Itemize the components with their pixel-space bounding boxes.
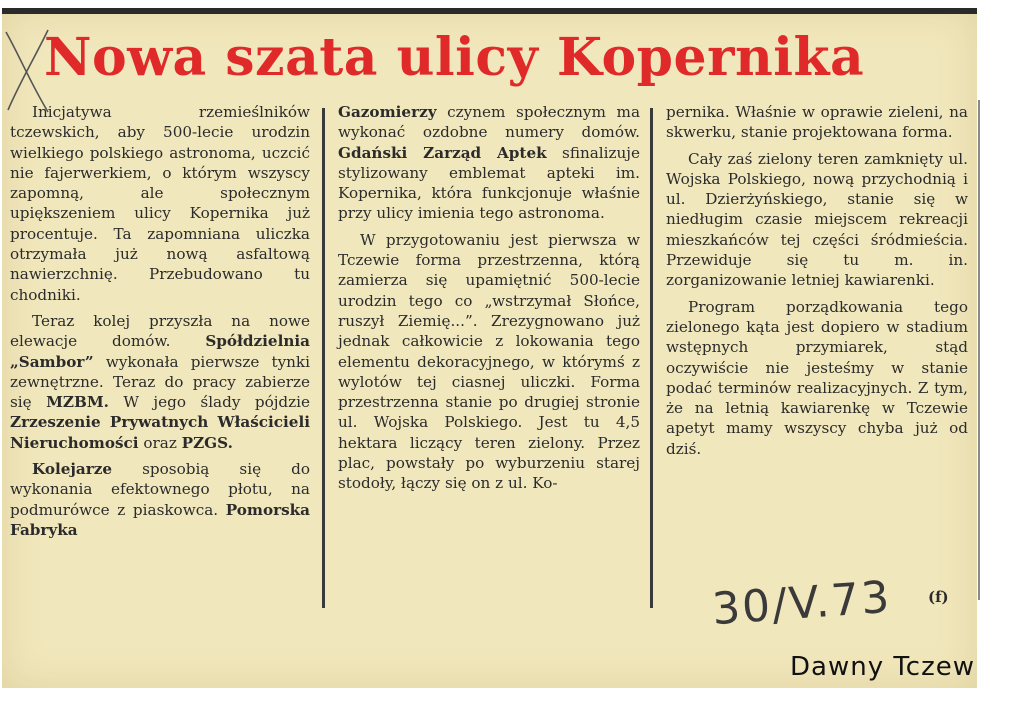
- article-paragraph: [338, 102, 640, 224]
- text-run: W przygotowaniu jest pierwsza w Tczewie forma przestrzenna, którą zamierza się upamiętnić 500-lecie urodzin tego co „wstrzymał Słońce, ruszył Ziemię...”. Zrezygnowano już jednak całkowicie z lokowania tego elementu dekoracyjnego, w którymś z wylotów tej ciasnej uliczki. Forma przestrzenna stanie po drugiej stronie ul. Wojska Polskiego. Jest tu 4,5 hektara liczący teren zielony. Przez plac, powstały po wyburzeniu starej stodoły, łączy się on z ul. Ko-: [338, 230, 640, 493]
- article-column-3: [666, 102, 968, 465]
- text-run: sposobią się do wykonania efektownego płotu, na podmurówce z piaskowca.: [10, 460, 310, 519]
- article-paragraph: [666, 102, 968, 143]
- article-paragraph: [10, 102, 310, 305]
- article-paragraph: [10, 459, 310, 540]
- column-divider: [650, 108, 653, 608]
- text-run: Program porządkowania tego zielonego kąta jest dopiero w stadium wstępnych przymiarek, stąd oczywiście nie jesteśmy w stanie podać terminów realizacyjnych. Z tym, że na letnią kawiarenkę w Tczewie apetyt mamy wszyscy chyba już od dziś.: [666, 297, 968, 458]
- text-run: W jego ślady pójdzie: [108, 393, 310, 412]
- author-signature: (f): [928, 588, 949, 606]
- article-column-1: [10, 102, 310, 546]
- article-paragraph: [338, 230, 640, 494]
- bold-text-run: Kolejarze: [32, 460, 113, 479]
- article-title: Nowa szata ulicy Kopernika: [44, 27, 865, 88]
- text-run: sfinalizuje stylizowany emblemat apteki im. Kopernika, która funkcjonuje właśnie przy ulicy imienia tego astronoma.: [338, 143, 640, 223]
- bold-text-run: Zrzeszenie Prywatnych Właścicieli Nieruchomości: [10, 413, 310, 452]
- bold-text-run: Gdański Zarząd Aptek: [338, 143, 547, 162]
- text-run: pernika. Właśnie w oprawie zieleni, na skwerku, stanie projektowana forma.: [666, 103, 968, 142]
- text-run: Inicjatywa rzemieślników tczewskich, aby 500-lecie urodzin wielkiego polskiego astronoma, uczcić nie fajerwerkiem, o którym wszyscy zapomną, ale społecznym upiększeniem ulicy Kopernika już procentuje. Ta zapomniana uliczka otrzymała już nową asfaltową nawierzchnię. Przebudowano tu chodniki.: [10, 103, 310, 304]
- article-paragraph: [666, 297, 968, 459]
- bold-text-run: Spółdzielnia „Sambor”: [10, 332, 310, 371]
- clipping-edge: [978, 100, 980, 600]
- text-run: oraz: [138, 433, 182, 452]
- text-run: czynem społecznym ma wykonać ozdobne numery domów.: [338, 103, 640, 142]
- bold-text-run: Gazomierzy: [338, 103, 437, 121]
- bold-text-run: MZBM.: [46, 393, 109, 412]
- text-run: wykonała pierwsze tynki zewnętrzne. Teraz do pracy zabierze się: [10, 352, 310, 412]
- article-paragraph: [10, 311, 310, 453]
- text-run: Teraz kolej przyszła na nowe elewacje domów.: [10, 311, 310, 351]
- bold-text-run: PZGS.: [181, 433, 233, 452]
- watermark-text: Dawny Tczew: [790, 652, 976, 682]
- article-column-2: [338, 102, 640, 500]
- column-divider: [322, 108, 325, 608]
- handwritten-date: 30/V.73: [710, 571, 893, 636]
- bold-text-run: Pomorska Fabryka: [10, 500, 310, 539]
- text-run: Cały zaś zielony teren zamknięty ul. Wojska Polskiego, nową przychodnią i ul. Dzierżyńskiego, stanie się w niedługim czasie miejscem rekreacji mieszkańców tej części śródmieścia. Przewiduje się tu m. in. zorganizowanie letniej kawiarenki.: [666, 149, 968, 290]
- article-paragraph: [666, 149, 968, 291]
